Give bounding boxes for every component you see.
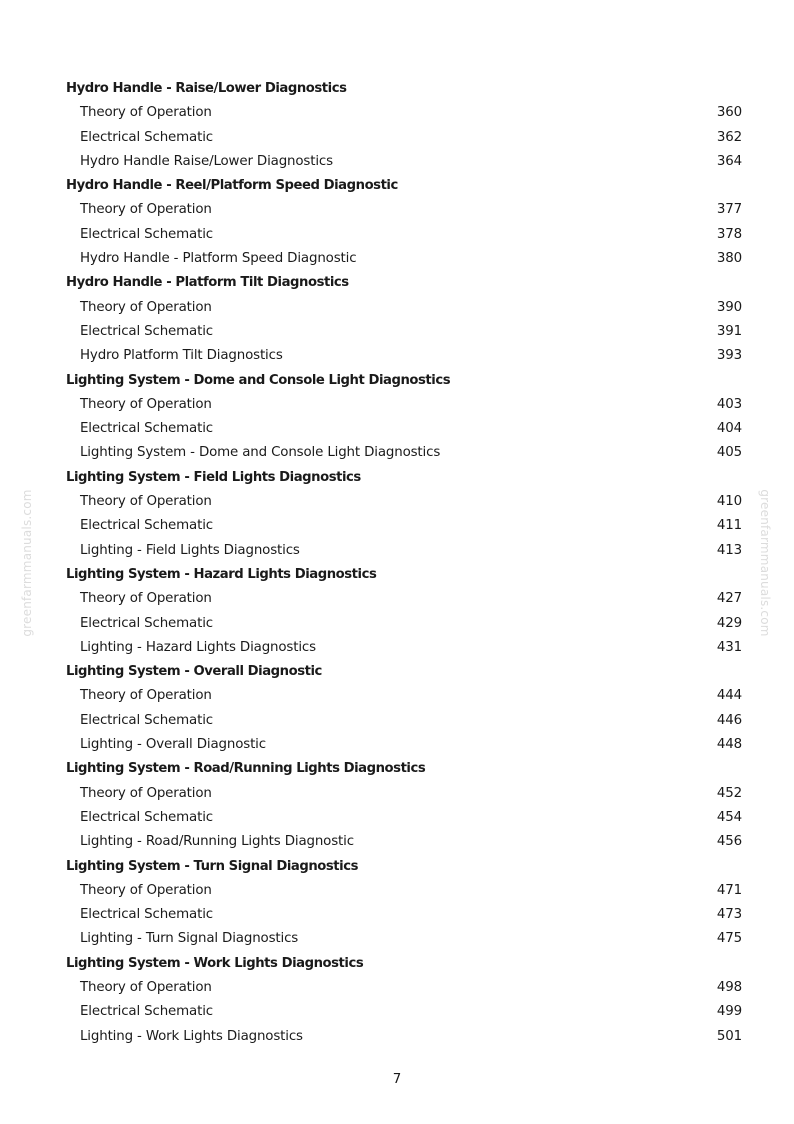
- toc-entry-label: Theory of Operation: [80, 688, 212, 704]
- toc-entry-label: Electrical Schematic: [80, 712, 213, 728]
- toc-entry-page-number: 501: [716, 1028, 742, 1044]
- toc-entry-label: Lighting - Field Lights Diagnostics: [80, 542, 300, 558]
- toc-entry[interactable]: [66, 1025, 742, 1049]
- toc-entry-page-number: 362: [716, 129, 742, 145]
- toc-entry-page-number: 429: [716, 615, 742, 631]
- toc-entry-label: Lighting - Work Lights Diagnostics: [80, 1028, 303, 1044]
- toc-entry[interactable]: [66, 782, 742, 806]
- toc-entry-page-number: 499: [716, 1004, 742, 1020]
- toc-entry-label: Hydro Handle Raise/Lower Diagnostics: [80, 153, 333, 169]
- toc-entry-page-number: 444: [716, 688, 742, 704]
- toc-entry-page-number: 360: [716, 105, 742, 121]
- toc-entry-page-number: 377: [716, 202, 742, 218]
- toc-entry[interactable]: [66, 684, 742, 708]
- toc-entry[interactable]: [66, 223, 742, 247]
- toc-entry-label: Hydro Handle - Platform Speed Diagnostic: [80, 251, 357, 267]
- toc-entry[interactable]: [66, 903, 742, 927]
- toc-entry-label: Lighting - Turn Signal Diagnostics: [80, 931, 299, 947]
- toc-entry[interactable]: [66, 101, 742, 125]
- toc-section-heading[interactable]: Hydro Handle - Reel/Platform Speed Diagnostic: [66, 178, 398, 194]
- toc-entry-label: Theory of Operation: [80, 299, 212, 315]
- toc-entry[interactable]: [66, 247, 742, 271]
- toc-entry[interactable]: [66, 806, 742, 830]
- toc-entry[interactable]: [66, 150, 742, 174]
- watermark-left: greenfarmmanuals.com: [20, 489, 34, 637]
- toc-entry-label: Electrical Schematic: [80, 226, 213, 242]
- toc-entry-label: Theory of Operation: [80, 785, 212, 801]
- toc-section-heading[interactable]: Lighting System - Hazard Lights Diagnostics: [66, 566, 377, 582]
- page-number: 7: [392, 1072, 402, 1087]
- toc-entry-page-number: 404: [716, 421, 742, 437]
- toc-entry-page-number: 411: [716, 518, 742, 534]
- toc-entry-label: Lighting System - Dome and Console Light Diagnostics: [80, 445, 441, 461]
- toc-entry[interactable]: [66, 636, 742, 660]
- toc-entry-label: Theory of Operation: [80, 494, 212, 510]
- toc-entry-label: Theory of Operation: [80, 396, 212, 412]
- toc-entry-page-number: 410: [716, 494, 742, 510]
- toc-entry-page-number: 452: [716, 785, 742, 801]
- toc-entry-page-number: 448: [716, 737, 742, 753]
- toc-entry[interactable]: [66, 830, 742, 854]
- toc-entry-label: Electrical Schematic: [80, 129, 213, 145]
- toc-entry[interactable]: [66, 393, 742, 417]
- toc-entry-label: Electrical Schematic: [80, 907, 213, 923]
- toc-entry[interactable]: [66, 976, 742, 1000]
- toc-entry-page-number: 390: [716, 299, 742, 315]
- toc-entry-page-number: 378: [716, 226, 742, 242]
- toc-entry-page-number: 475: [716, 931, 742, 947]
- toc-section-heading[interactable]: Lighting System - Field Lights Diagnostics: [66, 469, 361, 485]
- toc-entry[interactable]: [66, 490, 742, 514]
- toc-section-heading[interactable]: Lighting System - Road/Running Lights Diagnostics: [66, 761, 426, 777]
- toc-entry-page-number: 391: [716, 323, 742, 339]
- toc-entry-page-number: 473: [716, 907, 742, 923]
- toc-entry[interactable]: [66, 709, 742, 733]
- toc-entry-label: Electrical Schematic: [80, 1004, 213, 1020]
- toc-entry-page-number: 380: [716, 251, 742, 267]
- toc-entry-label: Theory of Operation: [80, 591, 212, 607]
- toc-entry-label: Electrical Schematic: [80, 421, 213, 437]
- toc-entry-page-number: 403: [716, 396, 742, 412]
- toc-entry-label: Theory of Operation: [80, 979, 212, 995]
- toc-section-heading[interactable]: Lighting System - Overall Diagnostic: [66, 664, 322, 680]
- toc-entry-page-number: 454: [716, 809, 742, 825]
- toc-entry[interactable]: [66, 320, 742, 344]
- toc-entry-page-number: 498: [716, 979, 742, 995]
- toc-entry-label: Theory of Operation: [80, 882, 212, 898]
- toc-entry[interactable]: [66, 514, 742, 538]
- toc-entry-label: Lighting - Road/Running Lights Diagnostic: [80, 834, 354, 850]
- toc-entry-label: Electrical Schematic: [80, 615, 213, 631]
- toc-entry[interactable]: [66, 126, 742, 150]
- toc-entry-page-number: 456: [716, 834, 742, 850]
- toc-entry[interactable]: [66, 879, 742, 903]
- toc-section-heading[interactable]: Hydro Handle - Raise/Lower Diagnostics: [66, 81, 347, 96]
- toc-entry-page-number: 364: [716, 153, 742, 169]
- toc-entry[interactable]: [66, 587, 742, 611]
- toc-section-heading[interactable]: Hydro Handle - Platform Tilt Diagnostics: [66, 275, 349, 291]
- toc-entry[interactable]: [66, 198, 742, 222]
- toc-entry[interactable]: [66, 612, 742, 636]
- toc-entry[interactable]: [66, 927, 742, 951]
- toc-entry-label: Electrical Schematic: [80, 809, 213, 825]
- toc-entry-label: Theory of Operation: [80, 202, 212, 218]
- watermark-right: greenfarmmanuals.com: [758, 489, 772, 637]
- toc-entry[interactable]: [66, 441, 742, 465]
- toc-entry[interactable]: [66, 417, 742, 441]
- toc-entry[interactable]: [66, 344, 742, 368]
- toc-entry-page-number: 446: [716, 712, 742, 728]
- toc-entry[interactable]: [66, 1000, 742, 1024]
- toc-entry-label: Electrical Schematic: [80, 323, 213, 339]
- toc-entry-label: Theory of Operation: [80, 105, 212, 121]
- toc-entry[interactable]: [66, 296, 742, 320]
- toc-entry[interactable]: [66, 539, 742, 563]
- toc-entry-label: Electrical Schematic: [80, 518, 213, 534]
- toc-entry-page-number: 431: [716, 639, 742, 655]
- toc-entry-page-number: 471: [716, 882, 742, 898]
- toc-entry-page-number: 393: [716, 348, 742, 364]
- toc-entry[interactable]: [66, 733, 742, 757]
- toc-section-heading[interactable]: Lighting System - Turn Signal Diagnostics: [66, 858, 359, 874]
- toc-entry-page-number: 405: [716, 445, 742, 461]
- toc-entry-label: Lighting - Hazard Lights Diagnostics: [80, 639, 316, 655]
- table-of-contents: [66, 77, 742, 1049]
- toc-entry-label: Hydro Platform Tilt Diagnostics: [80, 348, 283, 364]
- toc-section-heading[interactable]: Lighting System - Dome and Console Light Diagnostics: [66, 372, 451, 388]
- toc-entry-page-number: 413: [716, 542, 742, 558]
- toc-entry-label: Lighting - Overall Diagnostic: [80, 737, 266, 753]
- toc-entry-page-number: 427: [716, 591, 742, 607]
- toc-section-heading[interactable]: Lighting System - Work Lights Diagnostics: [66, 955, 364, 971]
